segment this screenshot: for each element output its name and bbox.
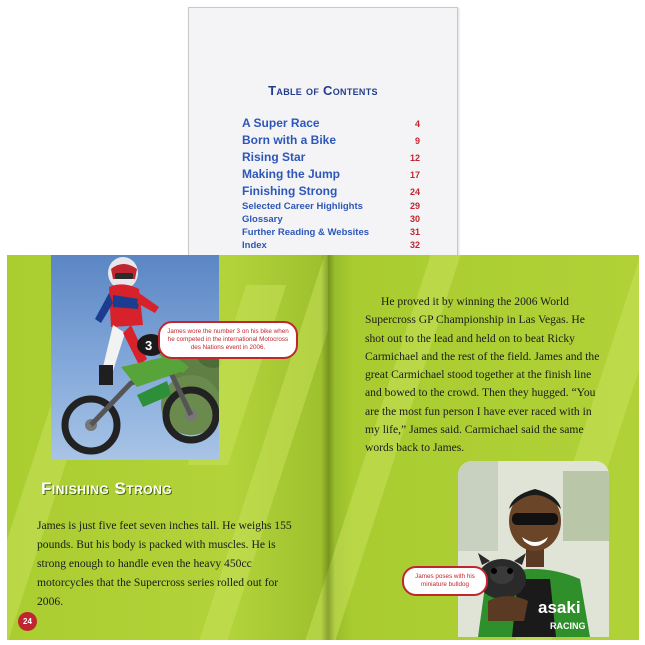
james-with-bulldog-photo (458, 461, 609, 637)
book-gutter (321, 255, 335, 640)
toc-entry-title: Making the Jump (242, 167, 341, 181)
toc-entry[interactable] (242, 201, 420, 212)
toc-entry-page: 29 (409, 201, 420, 211)
toc-entry[interactable] (242, 150, 420, 164)
toc-title: Table of Contents (268, 83, 378, 98)
toc-entry[interactable] (242, 184, 420, 198)
toc-entry-page: 9 (414, 136, 420, 146)
table-of-contents-page (188, 7, 458, 267)
toc-entry-title: Index (242, 240, 267, 251)
toc-entry-page: 12 (409, 153, 420, 163)
toc-entry-title: Finishing Strong (242, 184, 338, 198)
toc-entry-title: Rising Star (242, 150, 306, 164)
toc-entry-page: 30 (409, 214, 420, 224)
toc-entry-title: Further Reading & Websites (242, 227, 370, 238)
toc-entry-page: 4 (414, 119, 420, 129)
toc-entry-title: Glossary (242, 214, 283, 225)
jersey-subtext: RACING (550, 621, 586, 631)
toc-entry[interactable] (242, 240, 420, 251)
jersey-brand-text: asaki (538, 598, 581, 617)
toc-entry-title: Born with a Bike (242, 133, 337, 147)
right-body-text: He proved it by winning the 2006 World Supercross GP Championship in Las Vegas. He shot out to the lead and held on to beat Ricky Carmichael and the rest of the field. James and the great Carmichael stood together at the finish line and bowed to the crowd. Then they hugged. “You are the most fun person I have ever raced with in my life,” James said. Carmichael said the same words back to James. (365, 295, 600, 455)
toc-entry-title: A Super Race (242, 116, 320, 130)
james-illustration (458, 461, 609, 637)
toc-entry-page: 17 (409, 170, 420, 180)
toc-entry[interactable] (242, 214, 420, 225)
toc-entry[interactable] (242, 167, 420, 181)
james-photo-caption: James poses with his miniature bulldog (402, 566, 488, 596)
toc-entry-page: 32 (409, 240, 420, 250)
toc-entry-page: 24 (409, 187, 420, 197)
toc-entry-title: Selected Career Highlights (242, 201, 363, 212)
page-number-badge: 24 (18, 612, 37, 631)
rider-photo-caption: James wore the number 3 on his bike when he competed in the international Motocross des Nations event in 2006. (158, 321, 298, 359)
bike-number-plate: 3 (145, 338, 153, 353)
toc-entry[interactable] (242, 227, 420, 238)
chapter-title: Finishing Strong (41, 479, 173, 498)
toc-entry[interactable] (242, 133, 420, 147)
toc-entry-page: 31 (409, 227, 420, 237)
toc-entry[interactable] (242, 116, 420, 130)
left-body-text: James is just five feet seven inches tall. He weighs 155 pounds. But his body is packed with muscles. He is strong enough to handle even the heavy 450cc motorcycles that the Supercross series rolled out for 2006. (37, 519, 292, 608)
book-spread (7, 255, 639, 640)
